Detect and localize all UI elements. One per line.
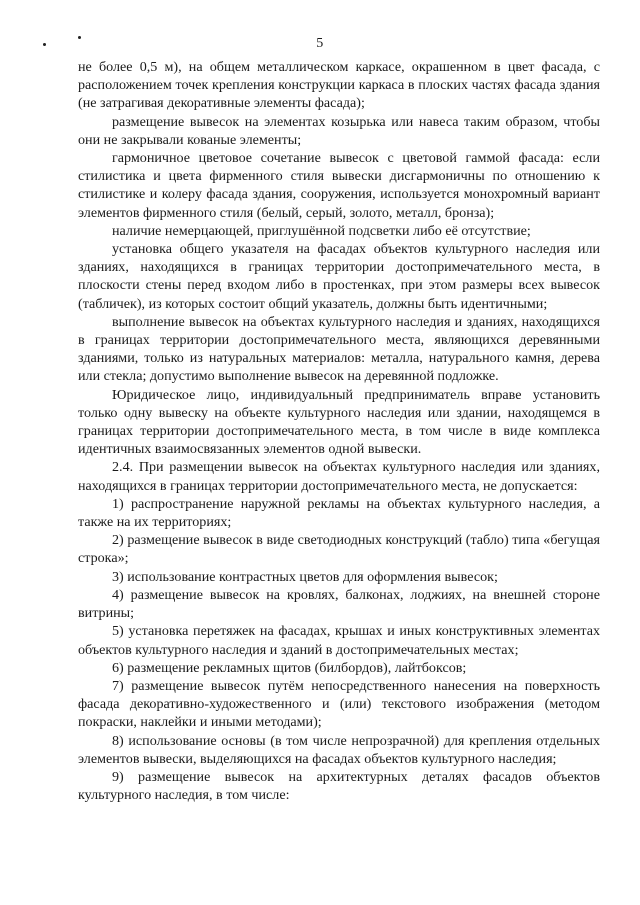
paragraph-5: установка общего указателя на фасадах объектов культурного наследия или зданиях, находящихся в границах территории достопримечательного места, в плоскости стены перед входом либо в простенках, при этом размеры всех вывесок (табличек), из которых состоит общий указатель, должны быть идентичными; bbox=[78, 241, 600, 312]
list-item-3: 3) использование контрастных цветов для оформления вывесок; bbox=[112, 568, 498, 585]
list-item-1: 1) распространение наружной рекламы на объектах культурного наследия, а также на их территориях; bbox=[78, 495, 600, 531]
list-item-4: 4) размещение вывесок на кровлях, балконах, лоджиях, на внешней стороне витрины; bbox=[78, 586, 600, 622]
page-number: 5 bbox=[316, 36, 324, 51]
list-item-5: 5) установка перетяжек на фасадах, крышах и иных конструктивных элементах объектов культурного наследия и зданий в достопримечательных местах; bbox=[78, 623, 600, 658]
paragraph-7: Юридическое лицо, индивидуальный предприниматель вправе установить только одну вывеску на объекте культурного наследия или здании, находящемся в границах территории достопримечательного места, в том числе в виде комплекса идентичных взаимосвязанных элементов одной вывески. bbox=[78, 386, 600, 458]
list-item-6: 6) размещение рекламных щитов (билбордов), лайтбоксов; bbox=[112, 659, 467, 676]
paragraph-1: не более 0,5 м), на общем металлическом каркасе, окрашенном в цвет фасада, с расположением точек крепления конструкции каркаса в плоских частях фасада здания (не затрагивая декоративные элементы фасада); bbox=[78, 59, 600, 112]
section-2-4-intro: 2.4. При размещении вывесок на объектах культурного наследия или зданиях, находящихся в границах территории достопримечательного места, не допускается: bbox=[78, 459, 600, 494]
paragraph-6: выполнение вывесок на объектах культурного наследия и зданиях, находящихся в границах территории достопримечательного места, являющихся деревянными зданиями, только из натуральных материалов: металла, натурального камня, дерева или стекла; допустимо выполнение вывесок на деревянной подложке. bbox=[78, 313, 600, 385]
list-item-8: 8) использование основы (в том числе непрозрачной) для крепления отдельных элементов вывески, выделяющихся на фасадах объектов культурного наследия; bbox=[78, 732, 600, 767]
list-item-7: 7) размещение вывесок путём непосредственного нанесения на поверхность фасада декоративно-художественного и (или) текстового изображения (методом покраски, наклейки и иными методами); bbox=[78, 677, 600, 731]
list-item-2: 2) размещение вывесок в виде светодиодных конструкций (табло) типа «бегущая строка»; bbox=[78, 532, 600, 567]
paragraph-2: размещение вывесок на элементах козырька или навеса таким образом, чтобы они не закрывали кованые элементы; bbox=[78, 113, 600, 148]
paragraph-3: гармоничное цветовое сочетание вывесок с цветовой гаммой фасада: если стилистика и цвета фирменного стиля вывески дисгармоничны по отношению к стилистике и колеру фасада здания, сооружения, используется монохромный вариант элементов фирменного стиля (белый, серый, золото, металл, бронза); bbox=[78, 150, 600, 221]
paragraph-4: наличие немерцающей, приглушённой подсветки либо её отсутствие; bbox=[112, 222, 531, 239]
document-body bbox=[78, 58, 600, 804]
list-item-9: 9) размещение вывесок на архитектурных деталях фасадов объектов культурного наследия, в том числе: bbox=[78, 768, 600, 804]
